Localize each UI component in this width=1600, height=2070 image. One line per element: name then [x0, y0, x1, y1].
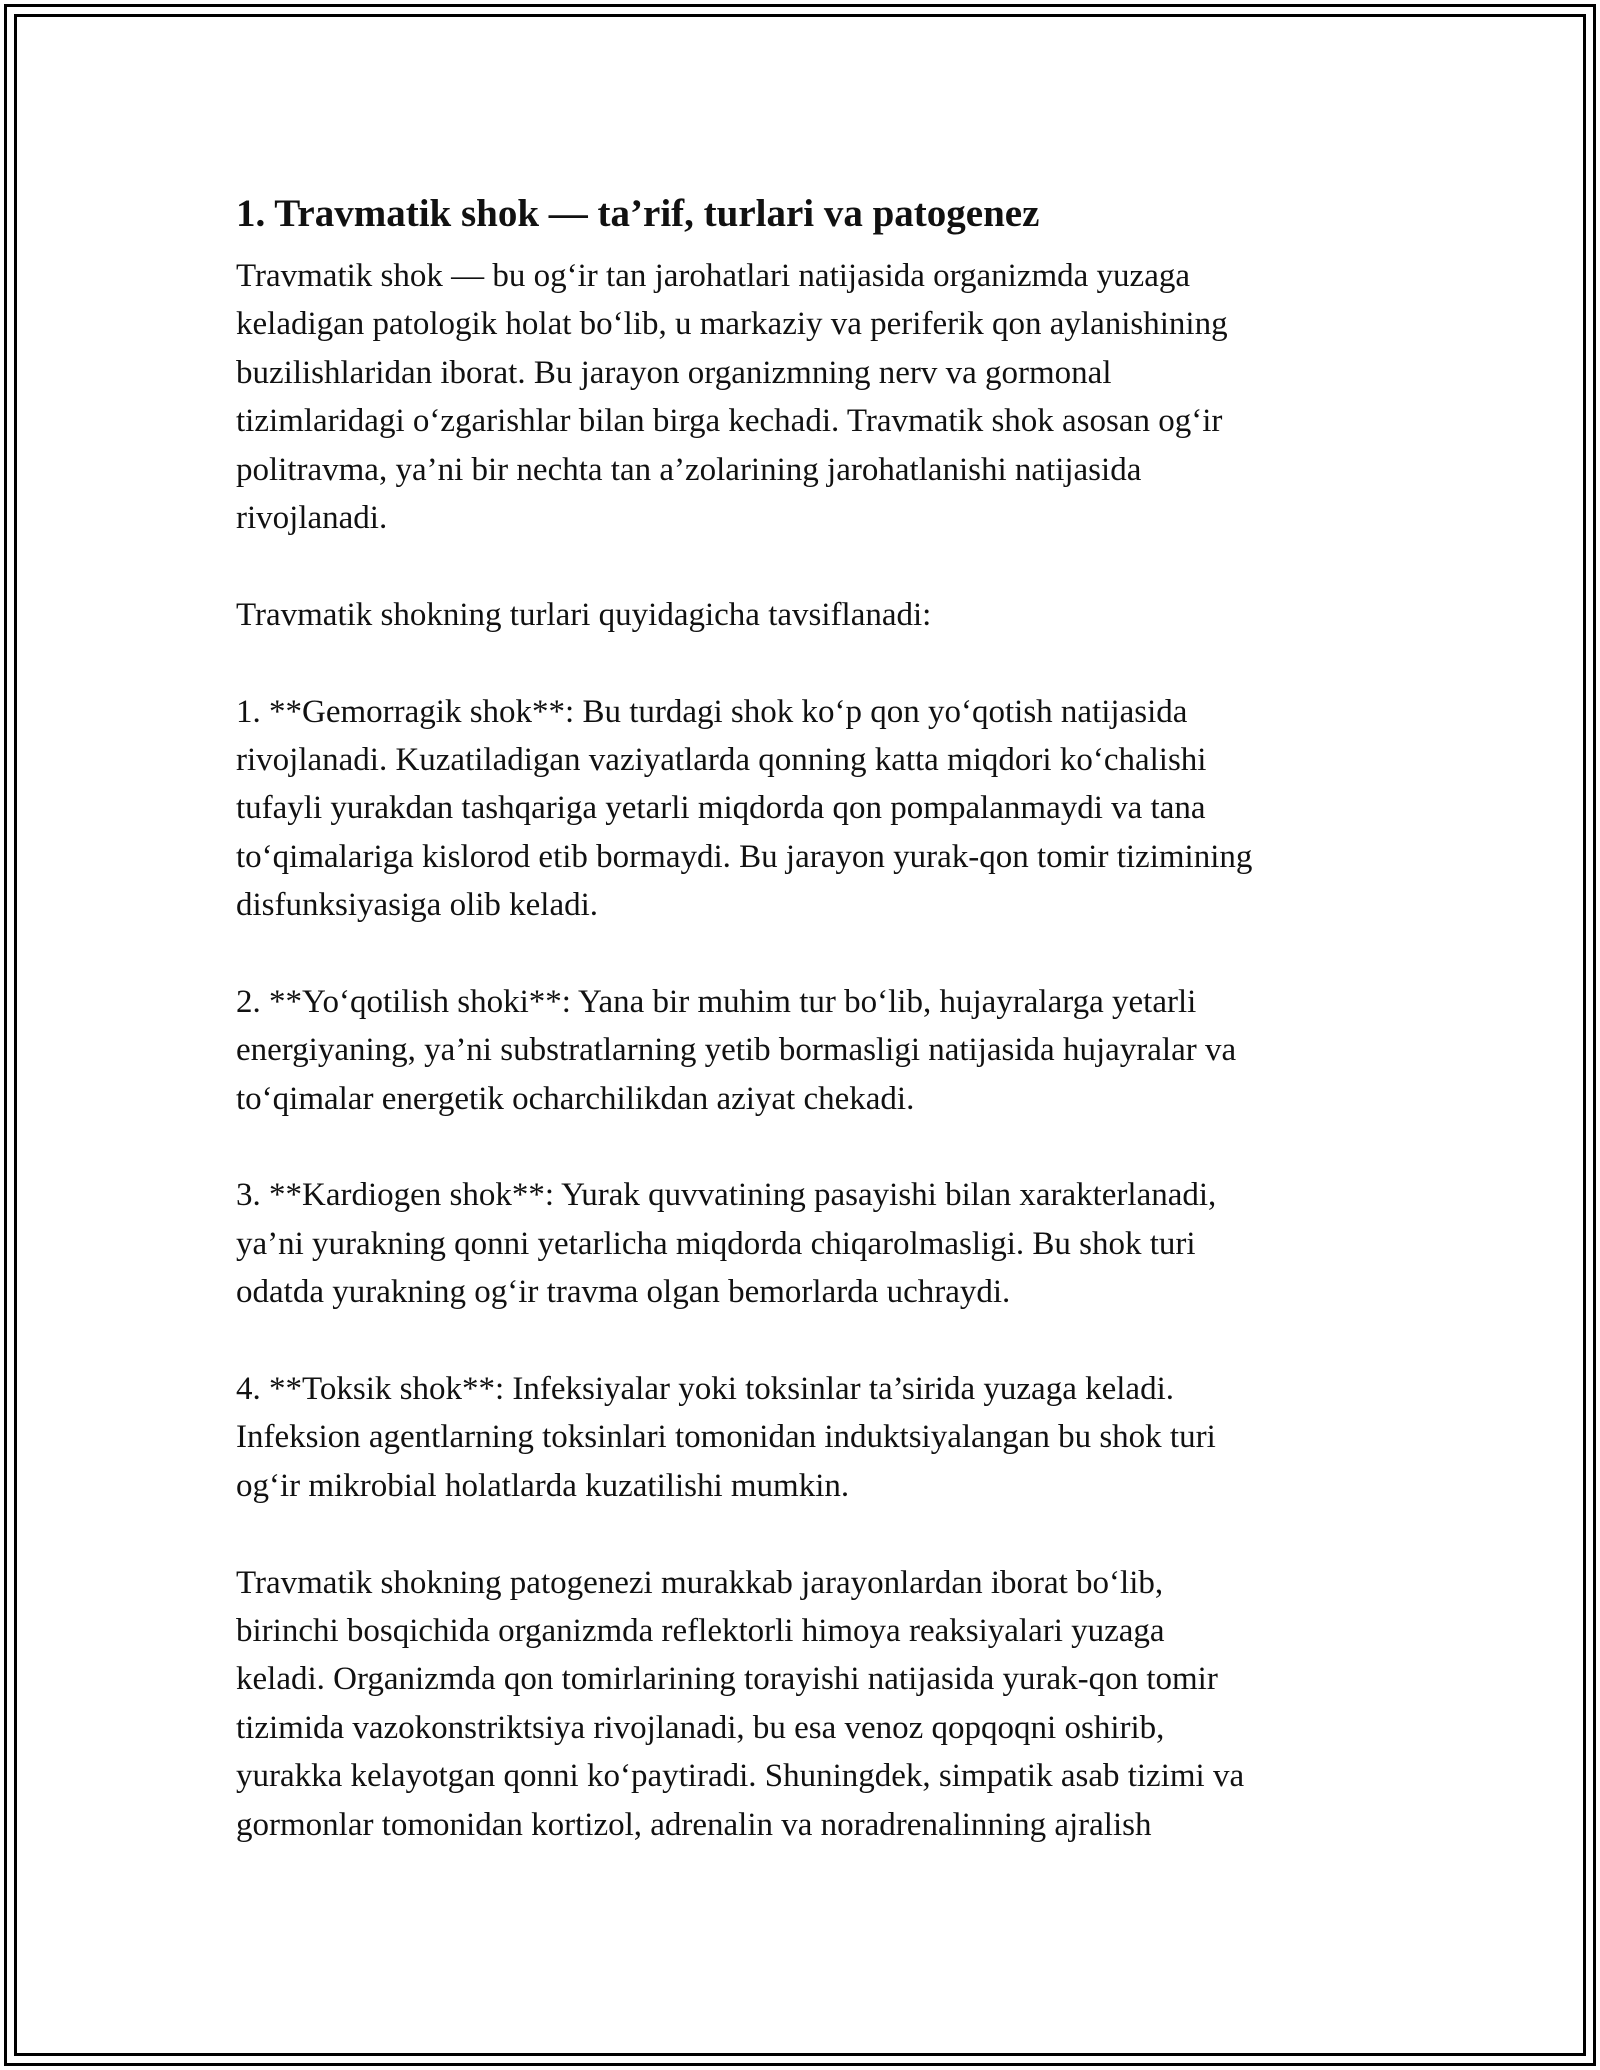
text-line: 3. **Kardiogen shok**: Yurak quvvatining pasayishi bilan xarakterlanadi, — [236, 1177, 1217, 1214]
text-line: keladigan patologik holat bo‘lib, u markaziy va periferik qon aylanishining — [236, 306, 1228, 343]
text-line: disfunksiyasiga olib keladi. — [236, 887, 599, 924]
text-line: energiyaning, ya’ni substratlarning yetib bormasligi natijasida hujayralar va — [236, 1032, 1237, 1069]
paragraph-spacer — [236, 1317, 1386, 1365]
text-line: ya’ni yurakning qonni yetarlicha miqdorda chiqarolmasligi. Bu shok turi — [236, 1225, 1196, 1262]
text-line: to‘qimalariga kislorod etib bormaydi. Bu jarayon yurak-qon tomir tizimining — [236, 838, 1253, 875]
paragraph-pathogenesis — [236, 1559, 1386, 1849]
paragraph-spacer — [236, 1510, 1386, 1558]
text-line: birinchi bosqichida organizmda reflektorli himoya reaksiyalari yuzaga — [236, 1612, 1165, 1649]
text-line: keladi. Organizmda qon tomirlarining torayishi natijasida yurak-qon tomir — [236, 1661, 1218, 1698]
text-line: Travmatik shok — bu og‘ir tan jarohatlari natijasida organizmda yuzaga — [236, 258, 1191, 294]
text-line: 4. **Toksik shok**: Infeksiyalar yoki toksinlar ta’sirida yuzaga keladi. — [236, 1370, 1174, 1407]
text-line: buzilishlaridan iborat. Bu jarayon organizmning nerv va gormonal — [236, 354, 1112, 391]
text-line: politravma, ya’ni bir nechta tan a’zolarining jarohatlanishi natijasida — [236, 451, 1142, 488]
text-line: 1. **Gemorragik shok**: Bu turdagi shok ko‘p qon yo‘qotish natijasida — [236, 693, 1188, 730]
text-line: tufayli yurakdan tashqariga yetarli miqdorda qon pompalanmaydi va tana — [236, 790, 1206, 827]
paragraph-spacer — [236, 929, 1386, 977]
text-line: og‘ir mikrobial holatlarda kuzatilishi mumkin. — [236, 1467, 850, 1504]
text-line: to‘qimalar energetik ocharchilikdan aziyat chekadi. — [236, 1080, 915, 1117]
text-line: Travmatik shokning turlari quyidagicha tavsiflanadi: — [236, 596, 932, 633]
text-line: odatda yurakning og‘ir travma olgan bemorlarda uchraydi. — [236, 1274, 1011, 1311]
list-item-cardiogenic-shock — [236, 1171, 1386, 1316]
paragraph-spacer — [236, 1123, 1386, 1171]
list-item-loss-shock — [236, 978, 1386, 1123]
list-item-toxic-shock — [236, 1365, 1386, 1510]
paragraph-definition — [236, 252, 1386, 542]
text-line: 2. **Yo‘qotilish shoki**: Yana bir muhim tur bo‘lib, hujayralarga yetarli — [236, 983, 1197, 1020]
paragraph-spacer — [236, 542, 1386, 590]
text-line: rivojlanadi. Kuzatiladigan vaziyatlarda qonning katta miqdori ko‘chalishi — [236, 741, 1207, 778]
paragraph-types-intro — [236, 591, 1386, 639]
text-line: tizimlaridagi o‘zgarishlar bilan birga kechadi. Travmatik shok asosan og‘ir — [236, 403, 1223, 440]
list-item-hemorrhagic-shock — [236, 688, 1386, 930]
text-line: Travmatik shokning patogenezi murakkab jarayonlardan iborat bo‘lib, — [236, 1564, 1164, 1601]
section-heading: 1. Travmatik shok — ta’rif, turlari va patogenez — [236, 192, 1040, 235]
paragraph-spacer — [236, 639, 1386, 687]
text-line: tizimida vazokonstriktsiya rivojlanadi, bu esa venoz qopqoqni oshirib, — [236, 1709, 1165, 1746]
text-line: gormonlar tomonidan kortizol, adrenalin va noradrenalinning ajralish — [236, 1806, 1152, 1843]
text-line: yurakka kelayotgan qonni ko‘paytiradi. Shuningdek, simpatik asab tizimi va — [236, 1758, 1245, 1795]
text-line: Infeksion agentlarning toksinlari tomonidan induktsiyalangan bu shok turi — [236, 1419, 1216, 1456]
document-body — [236, 184, 1386, 1849]
text-line: rivojlanadi. — [236, 499, 388, 536]
